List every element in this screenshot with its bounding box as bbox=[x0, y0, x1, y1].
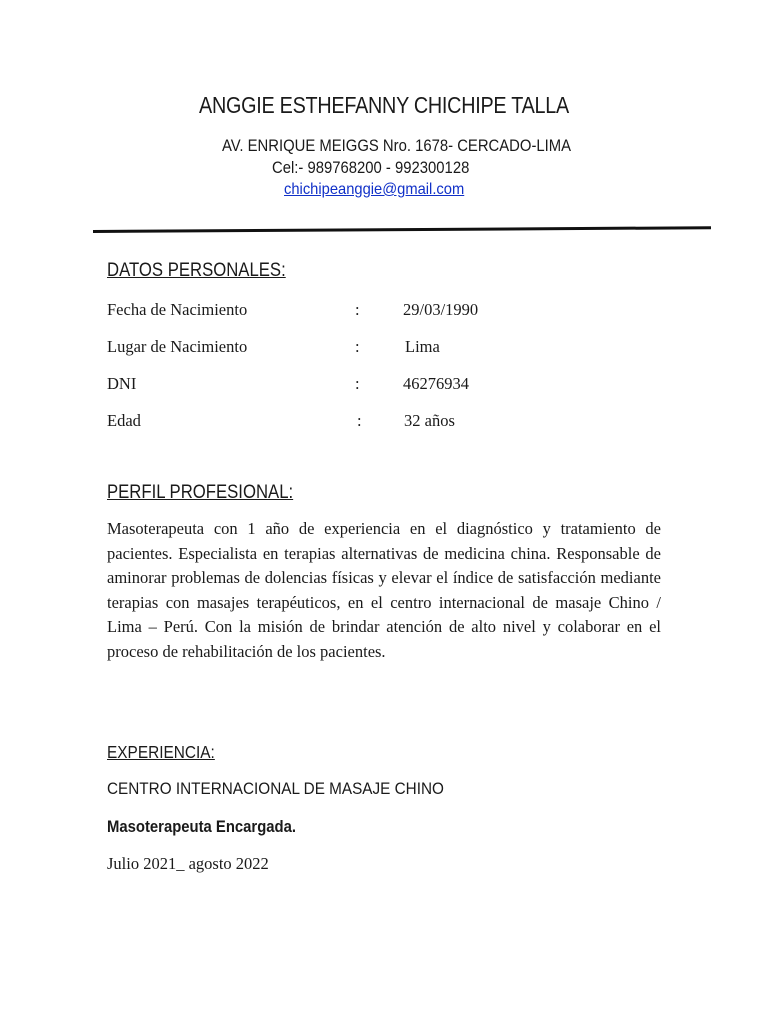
experience-dates: Julio 2021_ agosto 2022 bbox=[107, 854, 269, 873]
section-title-profile bbox=[107, 482, 293, 504]
personal-value: 46276934 bbox=[403, 374, 469, 393]
personal-label: DNI bbox=[107, 374, 137, 393]
personal-label: Fecha de Nacimiento bbox=[107, 300, 248, 319]
header-divider bbox=[93, 226, 711, 233]
section-title-profile-colon: : bbox=[288, 482, 294, 503]
experience-role: Masoterapeuta Encargada. bbox=[107, 818, 296, 836]
personal-value: Lima bbox=[405, 337, 440, 356]
personal-label: Edad bbox=[107, 411, 141, 430]
phone-line: Cel:- 989768200 - 992300128 bbox=[272, 159, 470, 177]
personal-colon: : bbox=[357, 411, 362, 430]
personal-colon: : bbox=[355, 337, 360, 356]
personal-value: 32 años bbox=[404, 411, 455, 430]
personal-label: Lugar de Nacimiento bbox=[107, 337, 248, 356]
section-title-profile-text: PERFIL PROFESIONAL bbox=[107, 482, 289, 503]
candidate-name: ANGGIE ESTHEFANNY CHICHIPE TALLA bbox=[199, 92, 569, 118]
personal-colon: : bbox=[355, 300, 360, 319]
profile-paragraph: Masoterapeuta con 1 año de experiencia en el diagnóstico y tratamiento de pacientes. Especialista en terapias alternativas de medicina china. Responsable de aminorar problemas de dolencias físicas y elevar el índice de satisfacción mediante terapias con masajes terapéuticos, en el centro internacional de masaje Chino / Lima – Perú. Con la misión de brindar atención de alto nivel y colaborar en el proceso de rehabilitación de los pacientes. bbox=[107, 519, 661, 661]
email-link[interactable]: chichipeanggie@gmail.com bbox=[284, 181, 465, 198]
section-title-personal: DATOS PERSONALES: bbox=[107, 260, 286, 281]
experience-company: CENTRO INTERNACIONAL DE MASAJE CHINO bbox=[107, 779, 444, 798]
address-line: AV. ENRIQUE MEIGGS Nro. 1678- CERCADO-LIMA bbox=[222, 137, 572, 155]
personal-colon: : bbox=[355, 374, 360, 393]
personal-value: 29/03/1990 bbox=[403, 300, 479, 319]
section-title-experience: EXPERIENCIA: bbox=[107, 742, 215, 762]
